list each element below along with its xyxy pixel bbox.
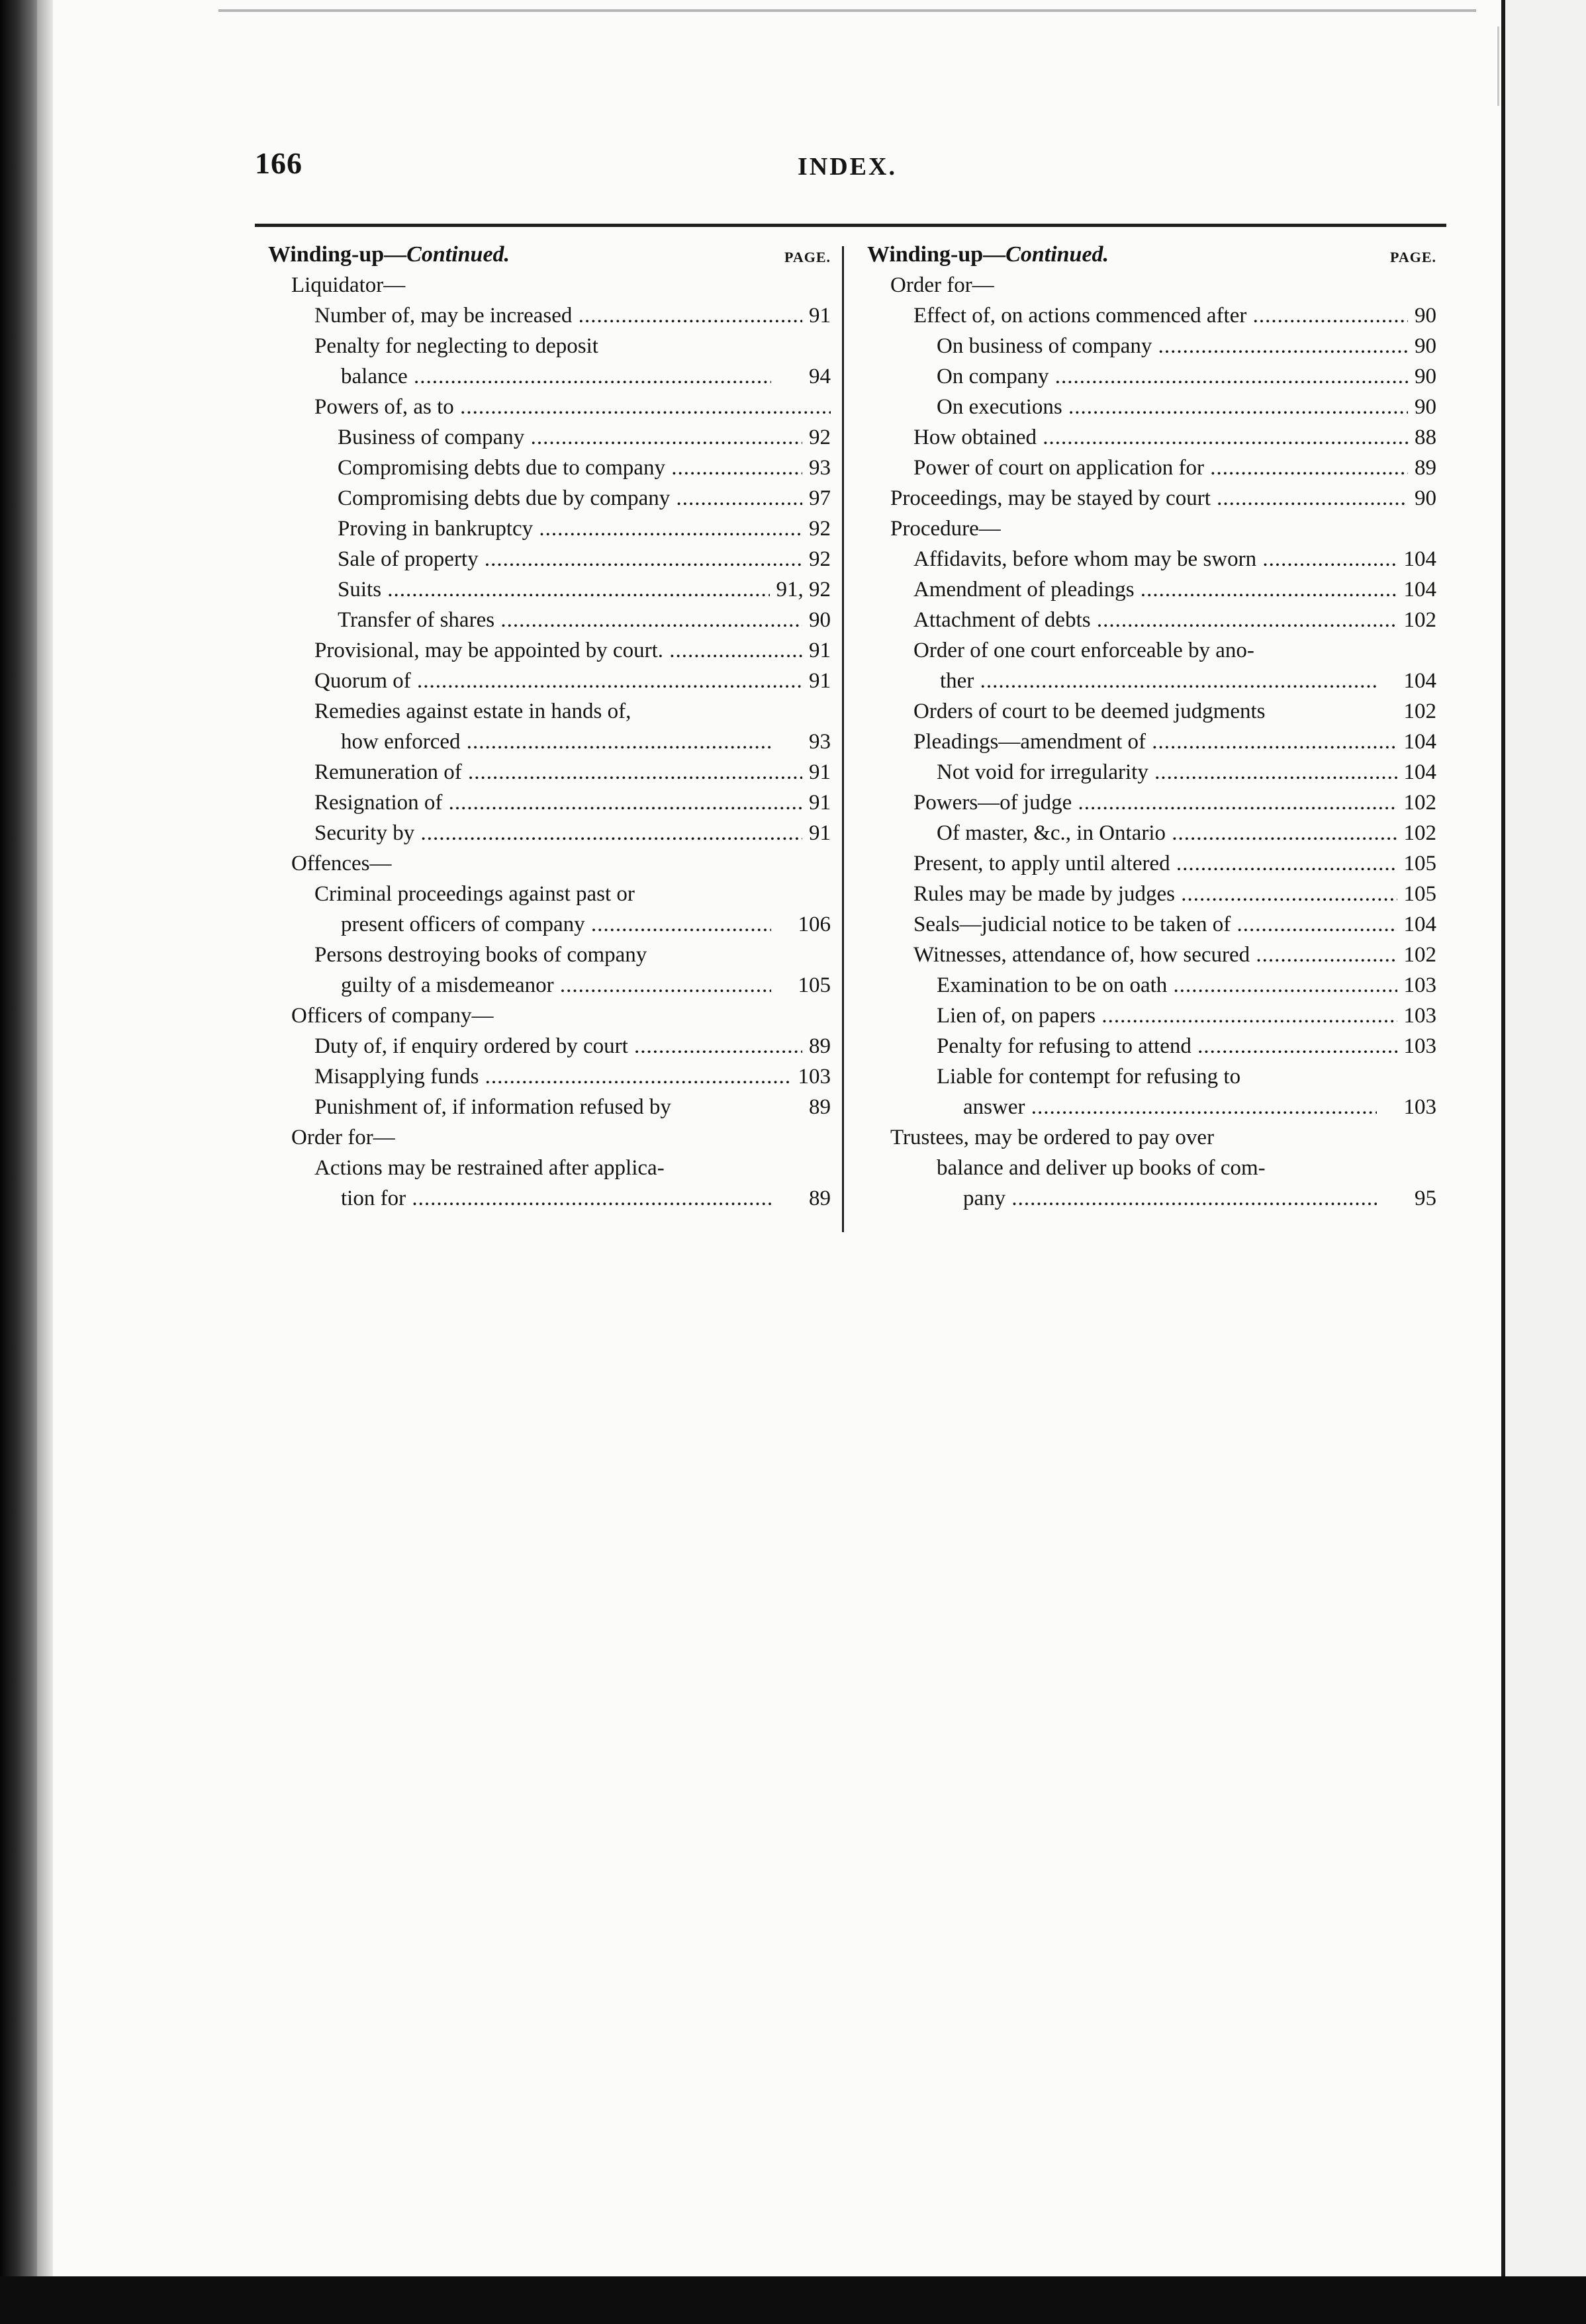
index-entry-text	[314, 1153, 831, 1214]
page-reference: 91	[802, 300, 831, 331]
index-entry	[867, 818, 1436, 848]
index-subheading	[867, 514, 1436, 544]
index-entry	[867, 940, 1436, 970]
column-heading-title: Winding-up—Continued.	[268, 242, 510, 267]
page-reference: 104	[1397, 727, 1437, 757]
index-entry-continuation: present officers of company .....	[314, 909, 771, 940]
page-number: 166	[255, 146, 303, 180]
index-entry	[268, 1092, 831, 1122]
index-subheading	[268, 1122, 831, 1153]
page-reference: 90	[802, 605, 831, 635]
index-entry-text: On company .....	[937, 361, 1436, 392]
index-entry	[268, 453, 831, 483]
index-entry	[867, 696, 1436, 727]
index-entry	[867, 879, 1436, 909]
index-entry	[867, 909, 1436, 940]
index-entry-text: Power of court on application for .....	[913, 453, 1436, 483]
running-title: INDEX.	[798, 153, 897, 181]
index-entry-text: Number of, may be increased .....	[314, 300, 831, 331]
index-entry	[867, 757, 1436, 787]
page-reference: 106	[792, 909, 831, 940]
left-index-column	[268, 240, 831, 1214]
page-reference: 88	[1408, 422, 1436, 453]
right-index-column	[867, 240, 1436, 1214]
page-reference: 95	[1408, 1183, 1436, 1214]
index-entry-continuation: balance .....	[314, 361, 771, 392]
page-reference: 92	[802, 544, 831, 574]
index-entry-text-line: Liable for contempt for refusing to	[937, 1065, 1241, 1089]
index-entry-continuation: answer .....	[937, 1092, 1377, 1122]
index-entry-text: Pleadings—amendment of .....	[913, 727, 1436, 757]
page-reference: 105	[792, 970, 831, 1001]
index-entry-text: On business of company .....	[937, 331, 1436, 361]
index-entry-text: Powers—of judge .....	[913, 787, 1436, 818]
page-reference: 93	[802, 453, 831, 483]
index-entry-text: Provisional, may be appointed by court. .....	[314, 635, 831, 666]
index-entry-text: Liquidator—	[291, 273, 406, 297]
page-reference: 89	[802, 1092, 831, 1122]
index-entry-text: Rules may be made by judges .....	[913, 879, 1436, 909]
index-entry-text	[314, 879, 831, 940]
page-reference: 104	[1397, 909, 1437, 940]
page-reference: 104	[1397, 757, 1437, 787]
index-entry	[867, 361, 1436, 392]
index-entry	[268, 1031, 831, 1061]
index-entry	[867, 970, 1436, 1001]
book-spine	[0, 0, 40, 2324]
index-entry	[268, 514, 831, 544]
index-entry	[867, 1001, 1436, 1031]
index-entry	[268, 574, 831, 605]
column-heading-title: Winding-up—Continued.	[867, 242, 1109, 267]
index-entry-text	[937, 1061, 1436, 1122]
index-entry-text: Suits .....	[338, 574, 831, 605]
index-entry	[867, 453, 1436, 483]
page-gutter-shadow	[37, 0, 53, 2276]
column-divider	[842, 246, 844, 1232]
index-entry-text: Proceedings, may be stayed by court .....	[890, 483, 1436, 514]
index-entry-text	[314, 940, 831, 1001]
index-entry-text	[314, 696, 831, 757]
index-entry-text: Order for—	[291, 1126, 395, 1149]
index-entry-text-line: Remedies against estate in hands of,	[314, 699, 631, 723]
page-reference: 89	[802, 1183, 831, 1214]
index-entry-text: Examination to be on oath .....	[937, 970, 1436, 1001]
index-entry	[268, 818, 831, 848]
page-reference: 90	[1408, 300, 1436, 331]
index-entry-text: Offences—	[291, 852, 392, 875]
index-entry-text: Resignation of .....	[314, 787, 831, 818]
index-entry	[867, 1061, 1436, 1122]
scan-bottom-edge	[0, 2276, 1586, 2324]
index-entry	[867, 1031, 1436, 1061]
page-reference: 104	[1397, 544, 1437, 574]
page-reference: 102	[1397, 818, 1437, 848]
page-reference: 105	[1397, 879, 1437, 909]
index-entry-text-line: Penalty for neglecting to deposit	[314, 334, 598, 358]
page-reference: 94	[802, 361, 831, 392]
page-reference: 103	[792, 1061, 831, 1092]
index-entries	[268, 270, 831, 1214]
page-reference: 90	[1408, 392, 1436, 422]
index-entry-continuation: guilty of a misdemeanor .....	[314, 970, 771, 1001]
page-column-label: PAGE.	[1390, 249, 1436, 265]
index-entry	[268, 392, 831, 422]
page-reference: 92	[802, 514, 831, 544]
page-reference: 102	[1397, 696, 1437, 727]
index-entry-text: Remuneration of .....	[314, 757, 831, 787]
index-entry-continuation: ther .....	[913, 666, 1377, 696]
page-reference: 103	[1397, 970, 1437, 1001]
index-entry	[268, 422, 831, 453]
page-reference: 104	[1397, 666, 1437, 696]
index-entry-text: Witnesses, attendance of, how secured .....	[913, 940, 1436, 970]
column-heading	[268, 240, 831, 270]
page-reference: 90	[1408, 361, 1436, 392]
index-entry-text-line: Persons destroying books of company	[314, 943, 647, 967]
right-margin	[1505, 0, 1586, 2324]
index-subheading	[268, 848, 831, 879]
page-reference: 105	[1397, 848, 1437, 879]
index-entry-text: Of master, &c., in Ontario .....	[937, 818, 1436, 848]
index-entry-text: Security by .....	[314, 818, 831, 848]
index-entry	[867, 574, 1436, 605]
index-subheading	[867, 1122, 1436, 1153]
page-fold-mark	[1497, 26, 1546, 106]
index-entry	[268, 940, 831, 1001]
index-entry	[867, 727, 1436, 757]
index-entry-text: Compromising debts due to company .....	[338, 453, 831, 483]
index-entry	[268, 666, 831, 696]
page-reference: 89	[1408, 453, 1436, 483]
index-entry	[268, 605, 831, 635]
index-entry	[867, 848, 1436, 879]
index-entry	[867, 635, 1436, 696]
page-reference: 90	[1408, 331, 1436, 361]
index-entry	[268, 757, 831, 787]
index-entry-text: Transfer of shares .....	[338, 605, 831, 635]
index-entry-text: On executions .....	[937, 392, 1436, 422]
index-subheading	[268, 270, 831, 300]
page-reference: 91	[802, 818, 831, 848]
index-entry	[867, 392, 1436, 422]
index-subheading	[268, 1001, 831, 1031]
index-entry	[867, 422, 1436, 453]
page-reference: 91	[802, 666, 831, 696]
column-heading	[867, 240, 1436, 270]
index-entry-text: Quorum of .....	[314, 666, 831, 696]
index-entry-text: Procedure—	[890, 517, 1001, 541]
page-reference: 93	[802, 727, 831, 757]
index-entry-text-line: Criminal proceedings against past or	[314, 882, 635, 906]
index-entry-text: Effect of, on actions commenced after .....	[913, 300, 1436, 331]
index-entry	[268, 331, 831, 392]
index-entry-text: Powers of, as to .....	[314, 392, 831, 422]
index-entry-text	[937, 1153, 1436, 1214]
index-entry-text: Officers of company—	[291, 1004, 494, 1028]
index-entry	[867, 300, 1436, 331]
index-entry	[867, 605, 1436, 635]
index-entry	[268, 696, 831, 757]
page-reference: 104	[1397, 574, 1437, 605]
index-entry	[268, 300, 831, 331]
index-entry-text-line: Order of one court enforceable by ano-	[913, 639, 1254, 662]
index-entries	[867, 270, 1436, 1214]
index-entry-text: Misapplying funds .....	[314, 1061, 831, 1092]
index-entry-text: Duty of, if enquiry ordered by court .....	[314, 1031, 831, 1061]
index-entry-text	[314, 331, 831, 392]
index-entry	[867, 1153, 1436, 1214]
index-entry-text-line: Actions may be restrained after applica-	[314, 1156, 665, 1180]
index-entry	[867, 544, 1436, 574]
index-entry-text: Compromising debts due by company .....	[338, 483, 831, 514]
header-rule	[255, 224, 1446, 227]
index-entry-text: Attachment of debts .....	[913, 605, 1436, 635]
page-reference: 102	[1397, 605, 1437, 635]
index-entry-text: Lien of, on papers .....	[937, 1001, 1436, 1031]
index-entry	[268, 787, 831, 818]
page-reference: 103	[1397, 1031, 1437, 1061]
page-reference: 102	[1397, 787, 1437, 818]
index-entry-text: Business of company .....	[338, 422, 831, 453]
index-entry-text: Seals—judicial notice to be taken of .....	[913, 909, 1436, 940]
page-header	[255, 146, 1440, 192]
page-column-label: PAGE.	[784, 249, 831, 265]
page-reference: 91	[802, 787, 831, 818]
index-entry-text: Affidavits, before whom may be sworn .....	[913, 544, 1436, 574]
index-entry	[268, 635, 831, 666]
index-entry-text: Sale of property .....	[338, 544, 831, 574]
page-reference: 90	[1408, 483, 1436, 514]
index-entry-text: Present, to apply until altered .....	[913, 848, 1436, 879]
index-entry	[867, 483, 1436, 514]
index-entry	[268, 879, 831, 940]
page-reference: 97	[802, 483, 831, 514]
index-subheading	[867, 270, 1436, 300]
index-entry-text: Not void for irregularity .....	[937, 757, 1436, 787]
index-entry-text: Proving in bankruptcy .....	[338, 514, 831, 544]
page-reference: 89	[802, 1031, 831, 1061]
page-reference: 102	[1397, 940, 1437, 970]
index-entry	[268, 1153, 831, 1214]
index-entry-text: Penalty for refusing to attend .....	[937, 1031, 1436, 1061]
index-entry-text	[913, 635, 1436, 696]
index-entry	[268, 544, 831, 574]
index-entry-continuation: pany .....	[937, 1183, 1377, 1214]
index-entry-continuation: tion for .....	[314, 1183, 771, 1214]
index-entry	[867, 331, 1436, 361]
index-entry	[268, 483, 831, 514]
page-reference: 91	[802, 757, 831, 787]
top-edge-rule	[218, 9, 1476, 12]
page-reference: 91	[802, 635, 831, 666]
index-entry-text: How obtained .....	[913, 422, 1436, 453]
index-entry-text-line: balance and deliver up books of com-	[937, 1156, 1266, 1180]
index-entry-text: Punishment of, if information refused by	[314, 1095, 671, 1119]
index-entry-continuation: how enforced .....	[314, 727, 771, 757]
page-reference: 92	[802, 422, 831, 453]
page-reference: 91, 92	[770, 574, 831, 605]
index-entry-text: Amendment of pleadings .....	[913, 574, 1436, 605]
page-reference: 103	[1397, 1001, 1437, 1031]
index-entry	[268, 1061, 831, 1092]
index-entry	[867, 787, 1436, 818]
page-reference: 103	[1397, 1092, 1437, 1122]
index-entry-text: Trustees, may be ordered to pay over	[890, 1126, 1215, 1149]
index-entry-text: Orders of court to be deemed judgments	[913, 699, 1266, 723]
index-entry-text: Order for—	[890, 273, 994, 297]
